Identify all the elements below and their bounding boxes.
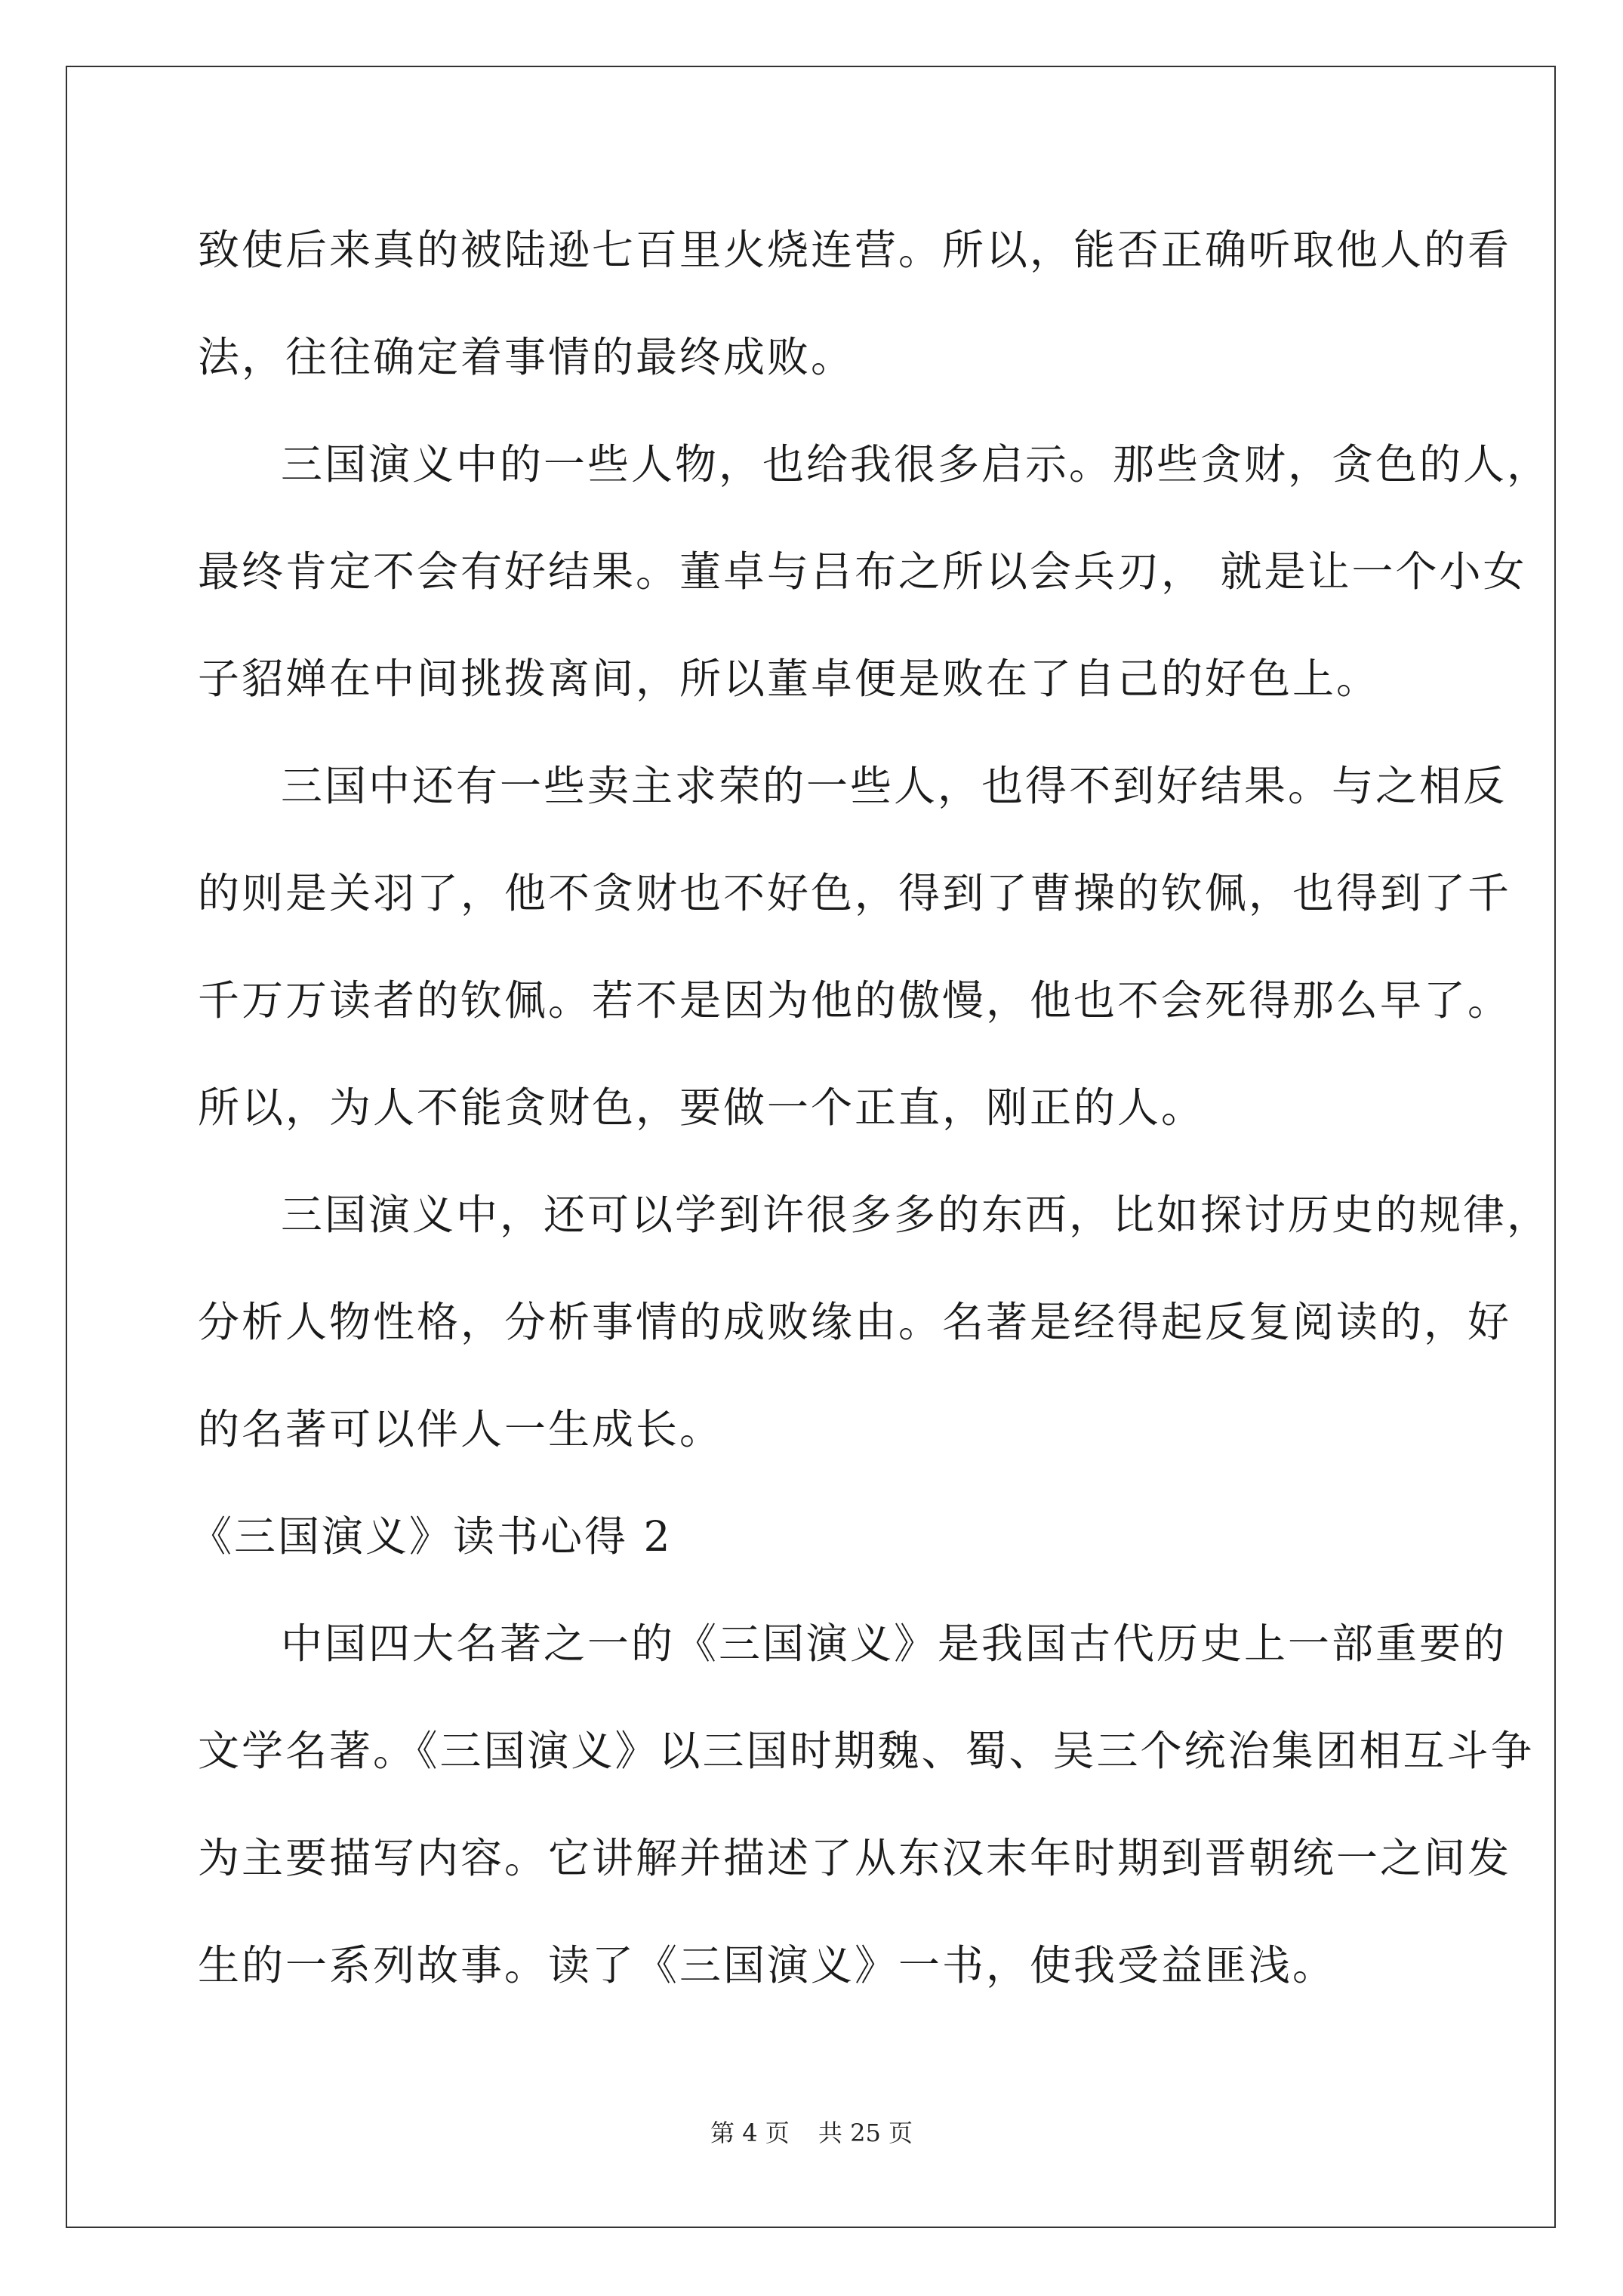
text-line: 文学名著。《三国演义》以三国时期魏、蜀、吴三个统治集团相互斗争 — [198, 1727, 1535, 1775]
text-line: 分析人物性格，分析事情的成败缘由。名著是经得起反复阅读的，好 — [198, 1298, 1512, 1346]
section-heading: 《三国演义》读书心得 2 — [190, 1512, 673, 1561]
paragraph-start: 三国中还有一些卖主求荣的一些人，也得不到好结果。与之相反 — [281, 762, 1508, 810]
text-line: 千万万读者的钦佩。若不是因为他的傲慢，他也不会死得那么早了。 — [198, 976, 1512, 1025]
text-line: 所以，为人不能贪财色，要做一个正直，刚正的人。 — [198, 1083, 1206, 1132]
paragraph-start: 三国演义中的一些人物，也给我很多启示。那些贪财，贪色的人， — [281, 440, 1551, 488]
paragraph-start: 中国四大名著之一的《三国演义》是我国古代历史上一部重要的 — [281, 1620, 1508, 1668]
text-line: 生的一系列故事。读了《三国演义》一书，使我受益匪浅。 — [198, 1941, 1337, 1989]
text-line: 为主要描写内容。它讲解并描述了从东汉末年时期到晋朝统一之间发 — [198, 1834, 1512, 1882]
page-number: 第 4 页 — [710, 2119, 790, 2147]
text-line: 法，往往确定着事情的最终成败。 — [198, 333, 855, 381]
page-total: 共 25 页 — [818, 2119, 913, 2147]
document-body — [190, 219, 1551, 2042]
text-line: 的名著可以伴人一生成长。 — [198, 1405, 724, 1453]
text-line: 子貂婵在中间挑拨离间，所以董卓便是败在了自己的好色上。 — [198, 655, 1381, 703]
text-line: 最终肯定不会有好结果。董卓与吕布之所以会兵刃， 就是让一个小女 — [198, 547, 1527, 596]
paragraph-start: 三国演义中，还可以学到许很多多的东西，比如探讨历史的规律， — [281, 1191, 1551, 1239]
page-footer — [0, 2114, 1623, 2149]
text-line: 致使后来真的被陆逊七百里火烧连营。所以，能否正确听取他人的看 — [198, 226, 1512, 274]
text-line: 的则是关羽了，他不贪财也不好色，得到了曹操的钦佩，也得到了千 — [198, 869, 1512, 917]
